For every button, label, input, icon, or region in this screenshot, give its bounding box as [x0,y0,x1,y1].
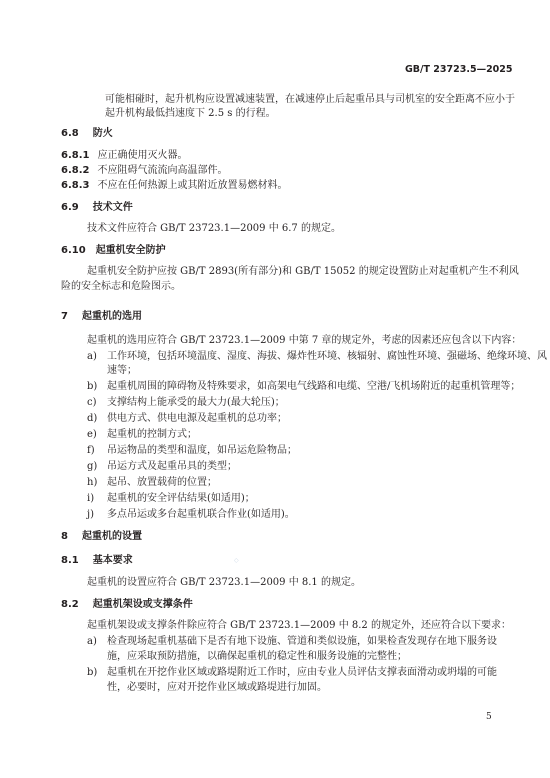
clause-text: 不应阻碍气流流向高温部件。 [97,165,228,176]
section-title: 起重机架设或支撑条件 [92,599,193,610]
section-number: 6.10 [61,245,86,256]
list-item [87,460,237,473]
list-continuation: 性，必要时，应对开挖作业区域或路堤进行加固。 [107,682,327,693]
list-label: g) [87,461,98,472]
list-continuation: 施，应采取预防措施，以确保起重机的稳定性和服务设施的完整性； [107,651,407,662]
standard-number: GB/T 23723.5—2025 [405,64,513,75]
section-title: 技术文件 [92,202,133,213]
list-item [87,396,285,409]
chapter-number: 7 [61,311,68,322]
list-item [87,350,547,363]
section-heading [61,127,113,140]
paragraph-line: 起重机的设置应符合 GB/T 23723.1—2009 中 8.1 的规定。 [87,577,361,588]
list-text: 起重机周围的障碍物及特殊要求，如高架电气线路和电缆、空港/飞机场附近的起重机管理等； [107,381,521,392]
list-text: 支撑结构上能承受的最大力(最大轮压)； [107,397,285,408]
list-text: 多点吊运或多台起重机联合作业(如适用)。 [107,509,295,520]
paragraph-line: 起重机架设或支撑条件除应符合 GB/T 23723.1—2009 中 8.2 的规定外，还应符合以下要求： [87,620,511,631]
paragraph-line: 起升机构最低挡速度下 2.5 s 的行程。 [105,108,276,119]
chapter-title: 起重机的选用 [81,311,142,322]
list-item [87,666,497,679]
list-text: 检查现场起重机基础下是否有地下设施、管道和类似设施，如果检查发现存在地下服务设 [107,636,497,647]
list-label: f) [87,445,95,456]
paragraph-line: 险的安全标志和危险图示。 [61,281,181,292]
clause [61,179,287,192]
list-text: 起重机的控制方式； [107,429,197,440]
list-item [87,492,255,505]
section-number: 6.8 [61,128,79,139]
list-text: 起重机在开挖作业区域或路堤附近工作时，应由专业人员评估支撑表面滑动或坍塌的可能 [107,667,497,678]
clause [61,149,187,162]
list-item [87,412,287,425]
clause-number: 6.8.2 [61,165,90,176]
list-label: c) [87,397,97,408]
clause-number: 6.8.3 [61,180,90,191]
chapter-title: 起重机的设置 [81,531,142,542]
paragraph-line: 起重机的选用应符合 GB/T 23723.1—2009 中第 7 章的规定外，考虑的因素还应包含以下内容： [87,335,522,346]
list-text: 吊运物品的类型和温度，如吊运危险物品； [107,445,297,456]
list-label: a) [87,636,97,647]
paragraph-line: 可能相碰时，起升机构应设置减速装置，在减速停止后起重吊具与司机室的安全距离不应小于 [105,94,515,105]
clause-number: 6.8.1 [61,150,90,161]
section-heading [61,201,133,214]
list-text: 起吊、放置载荷的位置； [107,477,217,488]
section-title: 防火 [92,128,113,139]
list-item [87,380,520,393]
section-heading [61,598,193,611]
list-item [87,444,297,457]
list-label: e) [87,429,97,440]
list-label: d) [87,413,98,424]
list-label: b) [87,381,98,392]
section-heading [61,554,133,567]
chapter-number: 8 [61,531,68,542]
list-label: b) [87,667,98,678]
section-heading [61,244,166,257]
list-item [87,428,197,441]
section-number: 8.2 [61,599,79,610]
chapter-heading [61,310,142,323]
clause-text: 不应在任何热源上或其附近放置易燃材料。 [97,180,288,191]
list-text: 供电方式、供电电源及起重机的总功率； [107,413,287,424]
list-item [87,476,217,489]
list-text: 吊运方式及起重吊具的类型； [107,461,237,472]
section-number: 8.1 [61,555,79,566]
list-item [87,635,497,648]
clause [61,164,227,177]
list-label: h) [87,477,98,488]
watermark-mark: ◇ [234,557,239,564]
list-continuation: 速等； [107,365,137,376]
list-item [87,508,295,521]
list-text: 起重机的安全评估结果(如适用)； [107,493,255,504]
list-label: a) [87,351,97,362]
paragraph-line: 技术文件应符合 GB/T 23723.1—2009 中 6.7 的规定。 [87,223,341,234]
list-label: j) [87,509,95,520]
section-number: 6.9 [61,202,79,213]
page-number: 5 [486,712,492,722]
paragraph-line: 起重机安全防护应按 GB/T 2893(所有部分)和 GB/T 15052 的规定设置防止对起重机产生不利风 [87,266,519,277]
section-title: 起重机安全防护 [95,245,166,256]
list-label: i) [87,493,95,504]
list-text: 工作环境，包括环境温度、湿度、海拔、爆炸性环境、核辐射、腐蚀性环境、强磁场、绝缘环境、风 [107,351,547,362]
section-title: 基本要求 [92,555,133,566]
clause-text: 应正确使用灭火器。 [97,150,188,161]
chapter-heading [61,530,142,543]
